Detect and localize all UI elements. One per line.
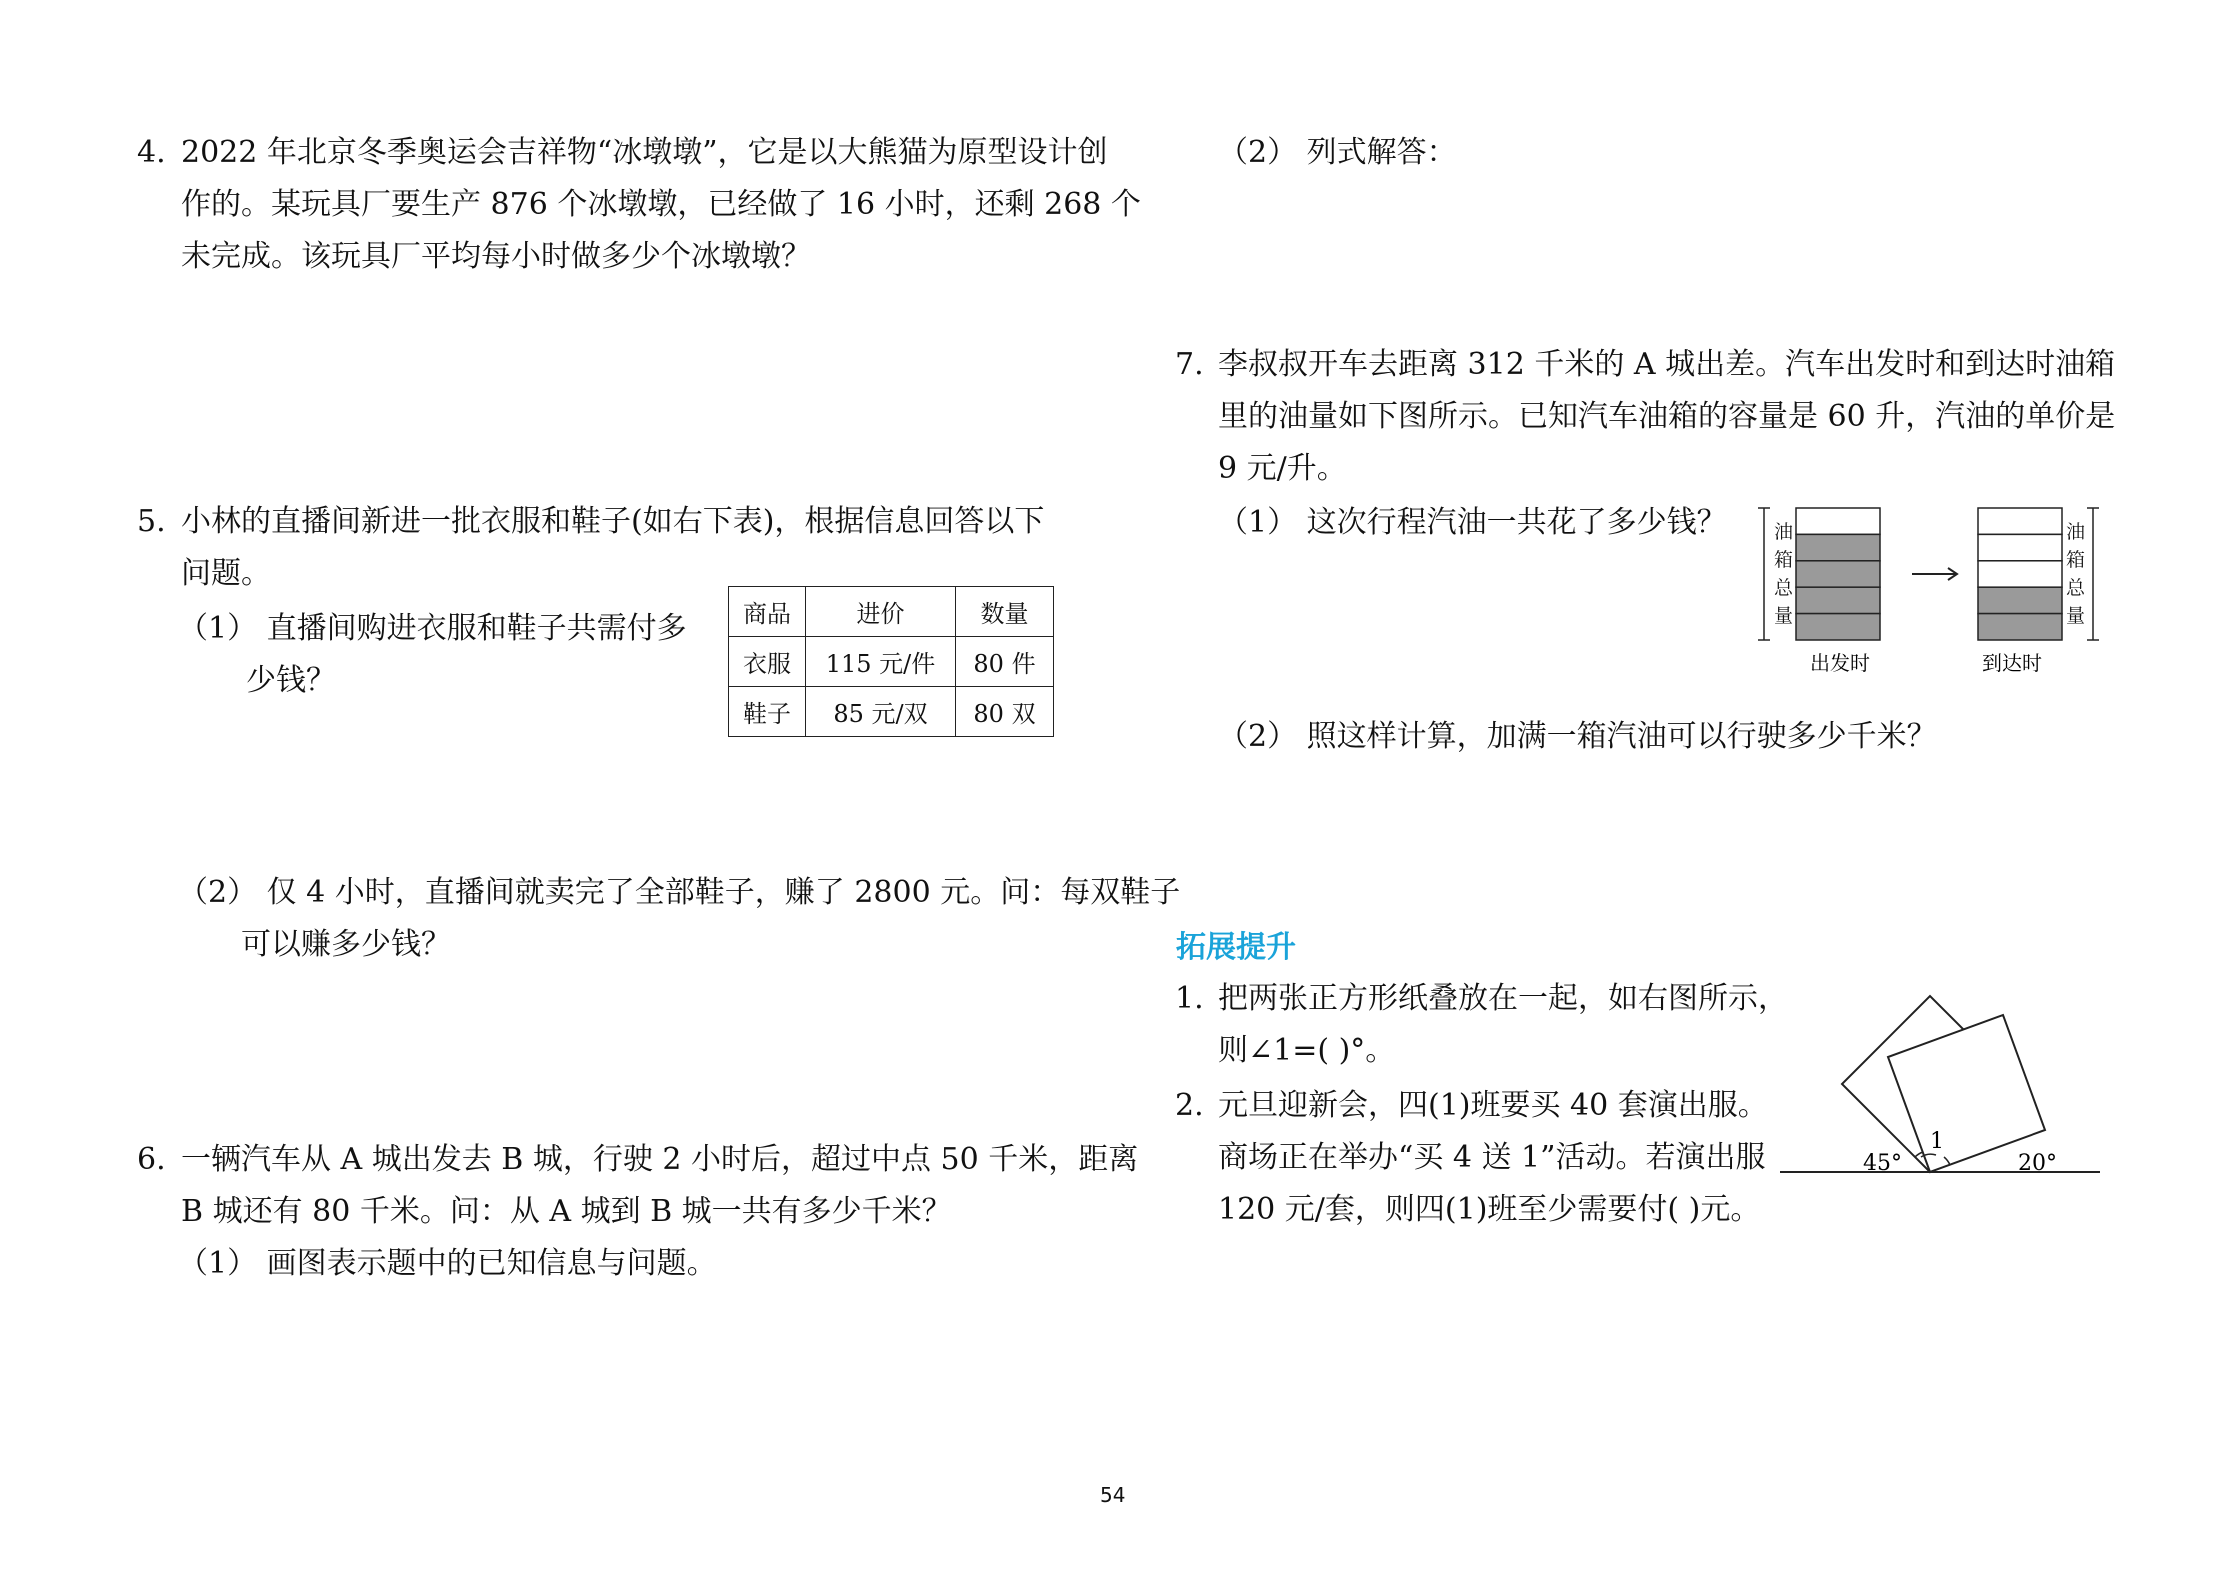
q6-part2: （2） 列式解答： xyxy=(1218,135,1457,170)
q6-part1: （1） 画图表示题中的已知信息与问题。 xyxy=(178,1246,717,1281)
table-row xyxy=(729,637,1054,687)
end-side-label-char: 量 xyxy=(2066,605,2086,627)
table-cell: 115 元/件 xyxy=(806,637,956,687)
q4-line-2: 作的。某玩具厂要生产 876 个冰墩墩，已经做了 16 小时，还剩 268 个 xyxy=(181,187,1141,222)
tank-segment xyxy=(1978,534,2062,560)
section-title: 拓展提升 xyxy=(1176,930,1296,965)
q6-line-2: B 城还有 80 千米。问：从 A 城到 B 城一共有多少千米？ xyxy=(181,1194,952,1229)
q7-line-2: 里的油量如下图所示。已知汽车油箱的容量是 60 升，汽油的单价是 xyxy=(1218,399,2116,434)
q4-line-1: 2022 年北京冬季奥运会吉祥物“冰墩墩”，它是以大熊猫为原型设计创 xyxy=(181,135,1108,170)
square-right xyxy=(1888,1015,2045,1172)
q4-number: 4. xyxy=(137,135,166,170)
start-side-label-char: 油 xyxy=(1774,521,1794,543)
tank-segment xyxy=(1978,508,2062,534)
ext-q2-number: 2. xyxy=(1175,1088,1204,1123)
q7-line-1: 李叔叔开车去距离 312 千米的 A 城出差。汽车出发时和到达时油箱 xyxy=(1218,347,2116,382)
ext-q2-line-2: 商场正在举办“买 4 送 1”活动。若演出服 xyxy=(1218,1140,1766,1175)
table-cell: 80 双 xyxy=(956,687,1054,737)
fuel-tank-figure xyxy=(1760,500,2100,680)
table-header-cell: 商品 xyxy=(729,587,806,637)
ext-q1-line-1: 把两张正方形纸叠放在一起，如右图所示， xyxy=(1218,981,1788,1016)
tank-segment xyxy=(1796,508,1880,534)
table-header-row xyxy=(729,587,1054,637)
angle-1-label: 1 xyxy=(1930,1129,1944,1154)
end-side-label-char: 箱 xyxy=(2066,549,2086,571)
q5-line-1: 小林的直播间新进一批衣服和鞋子(如右下表)，根据信息回答以下 xyxy=(181,504,1045,539)
q5-line-2: 问题。 xyxy=(181,556,271,591)
start-tank xyxy=(1796,508,1880,640)
price-table xyxy=(728,586,1054,737)
start-side-label-char: 总 xyxy=(1774,577,1794,599)
angle-20-label: 20° xyxy=(2018,1151,2057,1176)
q6-number: 6. xyxy=(137,1142,166,1177)
tank-segment xyxy=(1796,561,1880,587)
q5-part1-line-2: 少钱？ xyxy=(246,663,336,698)
ext-q2-line-3: 120 元/套，则四(1)班至少需要付( )元。 xyxy=(1218,1192,1761,1227)
table-cell: 80 件 xyxy=(956,637,1054,687)
page-number: 54 xyxy=(1100,1483,1126,1507)
end-label: 到达时 xyxy=(1982,651,2042,675)
q6-line-1: 一辆汽车从 A 城出发去 B 城，行驶 2 小时后，超过中点 50 千米，距离 xyxy=(181,1142,1139,1177)
q7-part2: （2） 照这样计算，加满一箱汽油可以行驶多少千米？ xyxy=(1218,719,1937,754)
q5-part1-line-1: （1） 直播间购进衣服和鞋子共需付多 xyxy=(178,611,687,646)
angle-45-label: 45° xyxy=(1863,1151,1902,1176)
q7-line-3: 9 元/升。 xyxy=(1218,451,1347,486)
table-cell: 鞋子 xyxy=(729,687,806,737)
table-header-cell: 进价 xyxy=(806,587,956,637)
table-cell: 衣服 xyxy=(729,637,806,687)
table-header-cell: 数量 xyxy=(956,587,1054,637)
q5-part2-line-1: （2） 仅 4 小时，直播间就卖完了全部鞋子，赚了 2800 元。问：每双鞋子 xyxy=(178,875,1181,910)
end-side-label-char: 油 xyxy=(2066,521,2086,543)
q5-number: 5. xyxy=(137,504,166,539)
squares-figure xyxy=(1780,980,2110,1180)
tank-segment xyxy=(1978,587,2062,613)
table-cell: 85 元/双 xyxy=(806,687,956,737)
q7-part1: （1） 这次行程汽油一共花了多少钱？ xyxy=(1218,505,1727,540)
q7-number: 7. xyxy=(1175,347,1204,382)
tank-segment xyxy=(1796,587,1880,613)
start-side-label-char: 量 xyxy=(1774,605,1794,627)
table-row xyxy=(729,687,1054,737)
q5-part2-line-2: 可以赚多少钱？ xyxy=(241,927,451,962)
ext-q1-line-2: 则∠1=( )°。 xyxy=(1218,1033,1396,1068)
ext-q1-number: 1. xyxy=(1175,981,1204,1016)
start-label: 出发时 xyxy=(1810,651,1870,675)
ext-q2-line-1: 元旦迎新会，四(1)班要买 40 套演出服。 xyxy=(1218,1088,1768,1123)
end-side-label-char: 总 xyxy=(2066,577,2086,599)
start-side-label-char: 箱 xyxy=(1774,549,1794,571)
end-tank xyxy=(1978,508,2062,640)
tank-segment xyxy=(1796,534,1880,560)
tank-segment xyxy=(1796,614,1880,640)
q4-line-3: 未完成。该玩具厂平均每小时做多少个冰墩墩？ xyxy=(181,239,811,274)
tank-segment xyxy=(1978,561,2062,587)
tank-segment xyxy=(1978,614,2062,640)
